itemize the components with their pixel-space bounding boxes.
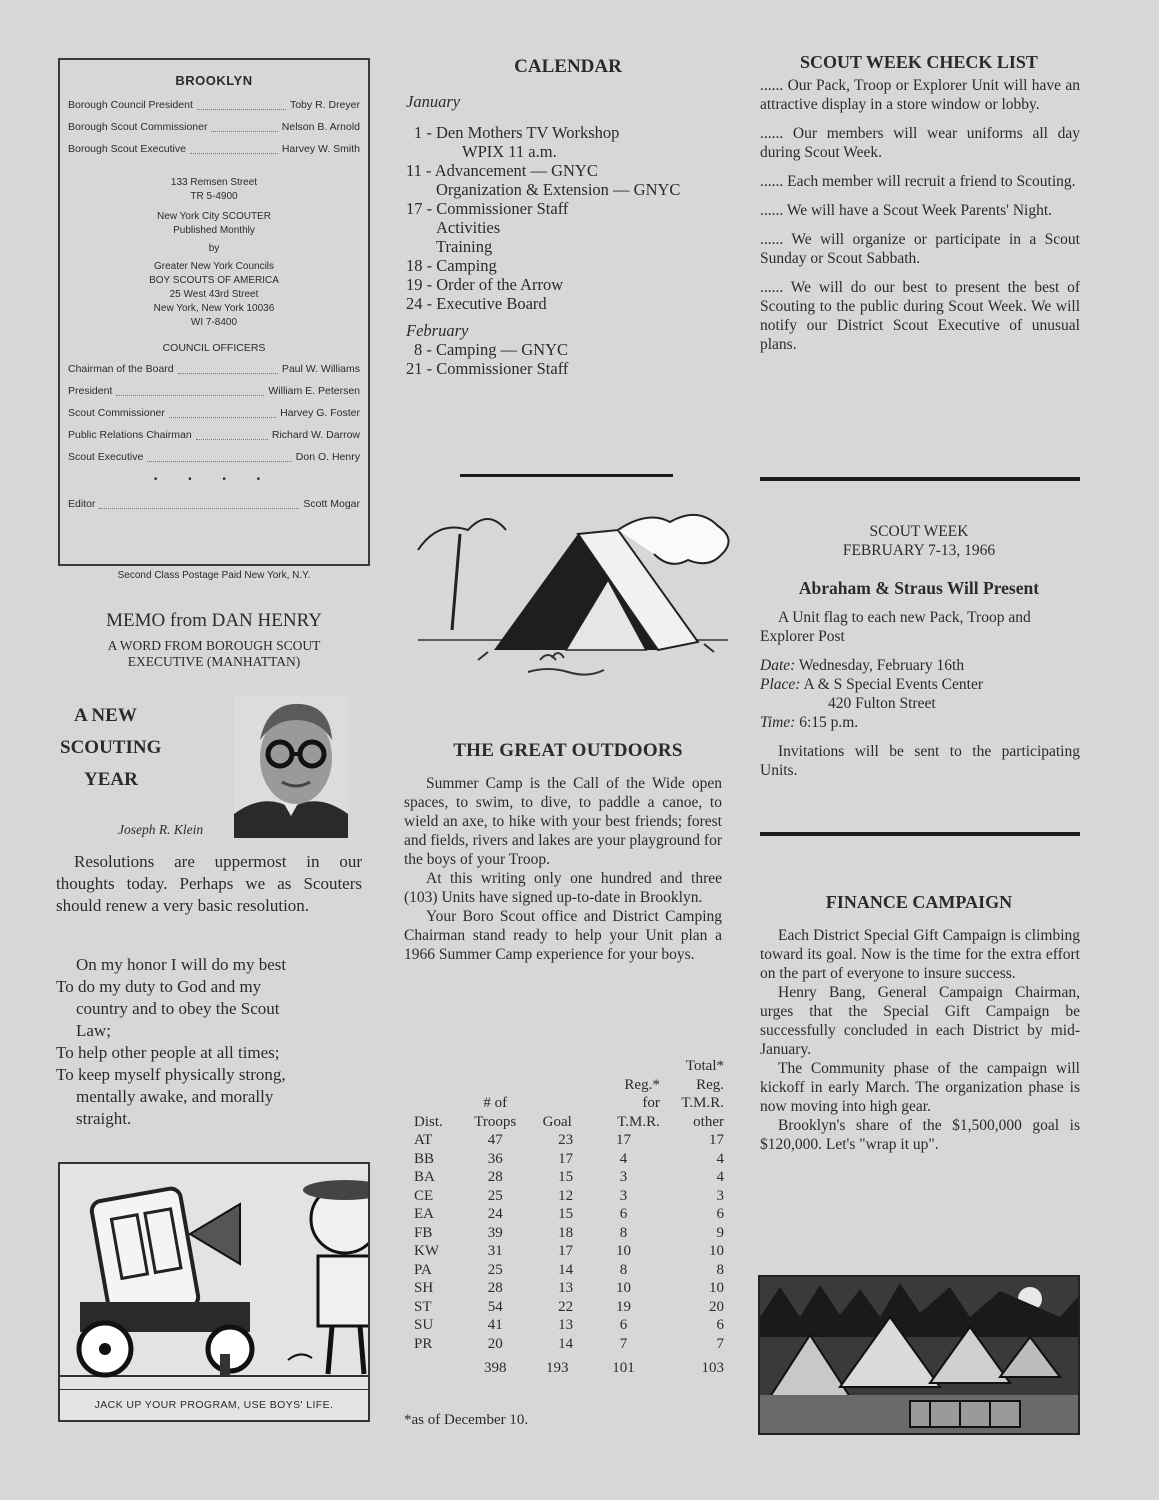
council-officers-heading: COUNCIL OFFICERS [162,342,266,354]
masthead-publication: New York City SCOUTER Published Monthly by [157,211,271,254]
memo-heading: MEMO from DAN HENRY [106,610,322,631]
masthead-organization: Greater New York Councils BOY SCOUTS OF AMERICA 25 West 43rd Street New York, New York 10036 WI 7-8400 [149,261,279,328]
officer-row: Scout Executive Don O. Henry [68,451,360,463]
calendar-month: February [406,321,469,340]
calendar-item: Training [436,237,493,256]
value-cell: 7 [619,1335,628,1352]
value-cell: 8 [619,1224,628,1241]
col-header: T.M.R. [617,1113,660,1130]
checklist [760,76,1080,354]
value-cell: 39 [487,1224,503,1241]
value-cell: 25 [487,1261,503,1278]
total-cell: 398 [483,1360,507,1376]
table-row [414,1280,724,1299]
checklist-item: ...... Our members will wear uniforms all day during Scout Week. [760,125,1080,161]
officer-row: Public Relations Chairman Richard W. Darrow [68,429,360,441]
value-cell: 6 [619,1317,628,1334]
district-cell: BB [414,1150,435,1167]
value-cell: 4 [716,1169,724,1186]
memo-title: A NEW SCOUTING YEAR [60,705,162,790]
value-cell: 9 [716,1224,724,1241]
col-header: Total* [685,1057,724,1074]
official-row: Borough Scout Commissioner Nelson B. Arnold [68,121,360,133]
district-cell: PR [414,1335,433,1352]
registration-table [414,1056,734,1384]
tent-illustration [408,500,740,696]
table-row [414,1261,724,1280]
portrait-photo [234,696,348,838]
value-cell: 6 [716,1317,724,1334]
editor-row: Editor Scott Mogar [68,498,360,510]
calendar-month: January [406,92,461,111]
officer-row: Scout Commissioner Harvey G. Foster [68,407,360,419]
masthead-title: BROOKLYN [175,73,253,88]
value-cell: 17 [558,1150,574,1167]
total-cell: 193 [545,1360,569,1376]
calendar-list [406,92,736,378]
value-cell: 31 [487,1243,503,1260]
memo-subheading: A WORD FROM BOROUGH SCOUT EXECUTIVE (MANHATTAN) [107,638,321,669]
divider-rule [460,474,673,477]
officer-row: Chairman of the Board Paul W. Williams [68,363,360,375]
value-cell: 14 [558,1335,574,1352]
value-cell: 17 [709,1132,724,1149]
value-cell: 15 [558,1206,574,1223]
value-cell: 4 [619,1150,628,1167]
table-row [414,1132,724,1151]
total-cell: 103 [701,1360,724,1376]
district-cell: SU [414,1317,434,1334]
value-cell: 10 [709,1243,724,1260]
district-cell: CE [414,1187,434,1204]
calendar-item: 17 - Commissioner Staff [406,199,569,218]
calendar-item: 19 - Order of the Arrow [406,275,564,294]
checklist-item: ...... Each member will recruit a friend to Scouting. [760,173,1076,190]
calendar-item: WPIX 11 a.m. [462,142,557,161]
value-cell: 14 [558,1261,574,1278]
value-cell: 19 [616,1298,631,1315]
finance-heading: FINANCE CAMPAIGN [825,892,1013,912]
total-cell: 101 [612,1360,635,1376]
checklist-item: ...... We will do our best to present the best of Scouting to the public during Scout Week. We will notify our District Scout Executive of unusual plans. [760,279,1080,353]
col-header: Troops [474,1113,517,1130]
district-cell: KW [414,1243,439,1260]
table-row [414,1169,724,1188]
value-cell: 7 [716,1335,724,1352]
value-cell: 8 [619,1261,628,1278]
masthead-address: 133 Remsen Street TR 5-4900 [170,177,258,202]
official-row: Borough Council President Toby R. Dreyer [68,99,360,111]
table-row [414,1224,724,1243]
outdoors-text: Summer Camp is the Call of the Wide open spaces, to swim, to dive, to paddle a canoe, to wield an axe, to hike with your best friends; forest and fields, rivers and lakes are your playground for the boys of your Troop. At this writing only one hundred and three (103) Units have signed up-to-date in Brooklyn. Your Boro Scout office and District Camping Chairman stand ready to help your Unit plan a 1966 Summer Camp experience for your boys. [404,775,722,963]
value-cell: 10 [709,1280,724,1297]
as-heading: Abraham & Straus Will Present [798,578,1040,598]
district-cell: FB [414,1224,433,1241]
value-cell: 8 [716,1261,724,1278]
value-cell: 10 [616,1243,631,1260]
value-cell: 6 [619,1206,628,1223]
value-cell: 20 [709,1298,724,1315]
outdoors-heading: THE GREAT OUTDOORS [453,740,683,761]
col-header: Goal [542,1113,572,1130]
col-header: other [693,1113,724,1130]
masthead-box [58,58,370,566]
value-cell: 36 [487,1150,503,1167]
value-cell: 28 [487,1280,503,1297]
col-header: Dist. [414,1113,443,1130]
table-row [414,1298,724,1317]
district-cell: EA [414,1206,434,1223]
value-cell: 13 [558,1280,574,1297]
calendar-item: 18 - Camping [406,256,497,275]
table-row [414,1150,724,1169]
checklist-item: ...... Our Pack, Troop or Explorer Unit will have an attractive display in a store window or lobby. [760,77,1080,113]
table-footnote: *as of December 10. [404,1412,529,1428]
cartoon-box [58,1162,370,1422]
col-header: T.M.R. [681,1095,724,1112]
district-cell: SH [414,1280,434,1297]
value-cell: 12 [558,1187,574,1204]
value-cell: 15 [558,1169,574,1186]
col-header: # of [483,1095,508,1112]
jack-car-cartoon [60,1164,368,1388]
campsite-illustration [758,1275,1080,1435]
value-cell: 28 [487,1169,503,1186]
value-cell: 13 [558,1317,574,1334]
table-row [414,1206,724,1225]
table-row [414,1187,724,1206]
district-cell: ST [414,1298,432,1315]
district-cell: PA [414,1261,432,1278]
col-header: for [642,1095,660,1112]
memo-paragraph: Resolutions are uppermost in our thoughts today. Perhaps we as Scouters should renew a very basic resolution. [56,852,362,915]
value-cell: 3 [716,1187,724,1204]
value-cell: 17 [616,1132,631,1149]
calendar-item: 21 - Commissioner Staff [406,359,569,378]
checklist-item: ...... We will organize or participate in a Scout Sunday or Scout Sabbath. [760,231,1080,267]
value-cell: 22 [558,1298,574,1315]
col-header: Reg. [696,1076,724,1093]
value-cell: 54 [487,1298,503,1315]
scout-week-dates: SCOUT WEEK FEBRUARY 7-13, 1966 [842,523,996,559]
value-cell: 3 [619,1187,628,1204]
table-row [414,1243,724,1262]
value-cell: 3 [619,1169,628,1186]
value-cell: 25 [487,1187,503,1204]
calendar-item: Activities [436,218,501,237]
value-cell: 17 [558,1243,574,1260]
divider-rule [760,477,1080,481]
value-cell: 10 [616,1280,631,1297]
district-cell: AT [414,1132,433,1149]
portrait-caption: Joseph R. Klein [118,822,204,837]
postage-notice: Second Class Postage Paid New York, N.Y. [117,570,311,581]
value-cell: 18 [558,1224,574,1241]
value-cell: 47 [487,1132,503,1149]
table-row [414,1317,724,1336]
district-cell: BA [414,1169,435,1186]
checklist-heading: SCOUT WEEK CHECK LIST [800,52,1038,72]
value-cell: 20 [487,1335,503,1352]
value-cell: 6 [716,1206,724,1223]
table-row [414,1335,724,1354]
official-row: Borough Scout Executive Harvey W. Smith [68,143,360,155]
value-cell: 23 [558,1132,574,1149]
value-cell: 4 [716,1150,724,1167]
calendar-item: 8 - Camping — GNYC [414,340,568,359]
finance-text: Each District Special Gift Campaign is climbing toward its goal. Now is the time for the extra effort on the part of everyone to insure success. Henry Bang, General Campaign Chairman, urges that the Special Gift Campaign be successfully concluded in each District by mid-January. The Community phase of the campaign will kickoff in early March. The organization phase is now moving into high gear. Brooklyn's share of the $1,500,000 goal is $120,000. Let's "wrap it up". [760,927,1080,1153]
value-cell: 24 [487,1206,503,1223]
masthead-bullets: • • • • [153,474,275,485]
value-cell: 41 [487,1317,503,1334]
checklist-item: ...... We will have a Scout Week Parents' Night. [760,202,1053,219]
calendar-item: 24 - Executive Board [406,294,547,313]
cartoon-caption: JACK UP YOUR PROGRAM, USE BOYS' LIFE. [60,1389,368,1420]
divider-rule [760,832,1080,836]
calendar-item: Organization & Extension — GNYC [436,180,681,199]
calendar-item: 1 - Den Mothers TV Workshop [414,123,620,142]
as-details: A Unit flag to each new Pack, Troop and Explorer Post Date: Wednesday, February 16th Place: A & S Special Events Center 420 Fulton Street Time: 6:15 p.m. Invitations will be sent to the participating Units. [760,609,1080,779]
calendar-heading: CALENDAR [514,56,622,77]
scout-oath: On my honor I will do my best To do my duty to God and my country and to obey the Scout Law; To help other people at all times; To keep myself physically strong, mentally awake, and morally straight. [56,955,287,1128]
calendar-item: 11 - Advancement — GNYC [406,161,598,180]
officer-row: President William E. Petersen [68,385,360,397]
col-header: Reg.* [624,1076,660,1093]
